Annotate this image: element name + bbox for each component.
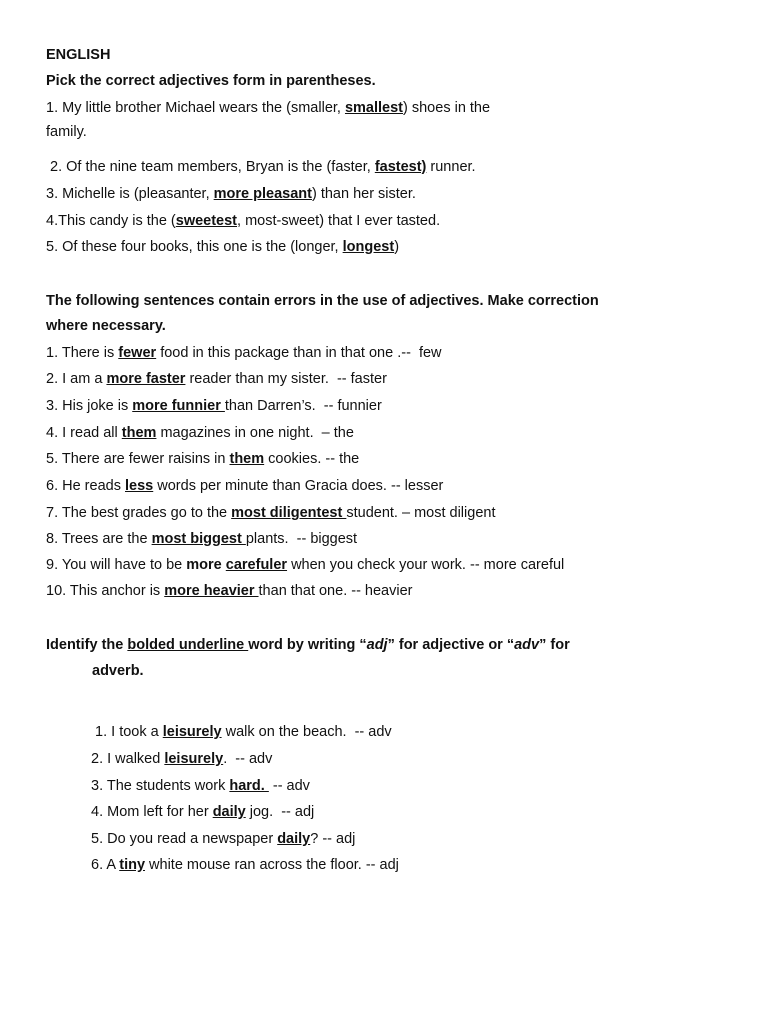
instruction-text: Identify the <box>46 637 128 653</box>
section2-item <box>46 556 564 574</box>
instruction-underlined: bolded underline <box>127 637 249 653</box>
instruction-text: ” for <box>539 637 570 653</box>
item-text: 1. I took a <box>91 724 163 740</box>
error-word: more funnier <box>132 398 225 414</box>
section1-item-continuation: family. <box>46 124 87 140</box>
section2-item <box>46 504 495 522</box>
item-text: 5. There are fewer raisins in <box>46 451 230 467</box>
section3-item <box>91 830 355 848</box>
section3-item <box>91 856 399 874</box>
section1-item <box>46 185 416 203</box>
item-text: 6. He reads <box>46 478 125 494</box>
answer: sweetest <box>175 213 238 229</box>
item-text: runner. <box>426 159 476 175</box>
target-word: daily <box>277 831 311 847</box>
target-word: leisurely <box>162 724 222 740</box>
section1-instruction: Pick the correct adjectives form in parentheses. <box>46 73 376 89</box>
item-text: 2. Of the nine team members, Bryan is the (faster, <box>46 159 375 175</box>
answer: longest <box>342 239 395 255</box>
item-text: cookies. -- the <box>264 451 360 467</box>
section3-item <box>91 750 272 768</box>
item-text: when you check your work. -- more careful <box>287 557 565 573</box>
error-word: more heavier <box>164 583 259 599</box>
section3-item <box>91 723 392 741</box>
item-text: 3. Michelle is (pleasanter, <box>46 186 214 202</box>
answer: more pleasant <box>213 186 312 202</box>
section1-item <box>46 99 490 117</box>
bold-word: more <box>186 557 226 573</box>
error-word: them <box>229 451 265 467</box>
error-word: carefuler <box>225 557 288 573</box>
section3-item <box>91 803 314 821</box>
section2-instruction: The following sentences contain errors in the use of adjectives. Make correction <box>46 293 599 309</box>
error-word: most biggest <box>151 531 246 547</box>
section2-item <box>46 530 357 548</box>
item-text: food in this package than in that one .-- few <box>156 345 442 361</box>
item-text: magazines in one night. – the <box>156 425 354 441</box>
item-text: ) than her sister. <box>311 186 416 202</box>
instruction-text: ” for adjective or “ <box>387 637 515 653</box>
section2-item <box>46 582 413 600</box>
item-text: 8. Trees are the <box>46 531 152 547</box>
section3-instruction <box>46 636 570 654</box>
error-word: more faster <box>106 371 186 387</box>
item-text: 1. My little brother Michael wears the (smaller, <box>46 100 345 116</box>
error-word: less <box>125 478 154 494</box>
section2-item <box>46 370 387 388</box>
section1-item <box>46 212 440 230</box>
section2-item <box>46 477 443 495</box>
item-text: than that one. -- heavier <box>258 583 413 599</box>
section2-item <box>46 344 442 362</box>
item-text: 7. The best grades go to the <box>46 505 232 521</box>
item-text: walk on the beach. -- adv <box>221 724 392 740</box>
item-text: , most-sweet) that I ever tasted. <box>237 213 441 229</box>
answer: fastest) <box>374 159 427 175</box>
item-text: plants. -- biggest <box>245 531 358 547</box>
section1-item <box>46 238 399 256</box>
item-text: 2. I am a <box>46 371 107 387</box>
instruction-text: word by writing “ <box>248 637 367 653</box>
error-word: fewer <box>118 345 157 361</box>
item-text: 3. The students work <box>91 778 230 794</box>
item-text: than Darren’s. -- funnier <box>224 398 382 414</box>
item-text: . -- adv <box>223 751 273 767</box>
item-text: student. – most diligent <box>346 505 496 521</box>
target-word: tiny <box>119 857 146 873</box>
item-text: 10. This anchor is <box>46 583 165 599</box>
item-text: -- adv <box>268 778 310 794</box>
target-word: leisurely <box>164 751 224 767</box>
item-text: 4.This candy is the ( <box>46 213 176 229</box>
item-text: jog. -- adj <box>245 804 315 820</box>
item-text: reader than my sister. -- faster <box>185 371 387 387</box>
page-title: ENGLISH <box>46 47 111 63</box>
item-text: 2. I walked <box>91 751 165 767</box>
section2-item <box>46 424 354 442</box>
item-text: ) shoes in the <box>403 100 491 116</box>
adj-term: adj <box>366 637 388 653</box>
target-word: hard. <box>229 778 269 794</box>
item-text: ) <box>394 239 400 255</box>
item-text: 3. His joke is <box>46 398 133 414</box>
section2-item <box>46 397 382 415</box>
section2-item <box>46 450 359 468</box>
item-text: words per minute than Gracia does. -- lesser <box>153 478 444 494</box>
section3-item <box>91 777 310 795</box>
section2-instruction-cont: where necessary. <box>46 318 166 334</box>
adv-term: adv <box>514 637 540 653</box>
section1-item <box>46 158 476 176</box>
item-text: 4. I read all <box>46 425 122 441</box>
item-text: 6. A <box>91 857 120 873</box>
error-word: most diligentest <box>231 505 347 521</box>
item-text: 4. Mom left for her <box>91 804 213 820</box>
item-text: ? -- adj <box>310 831 356 847</box>
target-word: daily <box>212 804 246 820</box>
item-text: 5. Do you read a newspaper <box>91 831 278 847</box>
item-text: 1. There is <box>46 345 119 361</box>
error-word: them <box>121 425 157 441</box>
answer: smallest <box>344 100 404 116</box>
item-text: 5. Of these four books, this one is the (longer, <box>46 239 343 255</box>
item-text: white mouse ran across the floor. -- adj <box>145 857 399 873</box>
section3-instruction-cont: adverb. <box>92 663 144 679</box>
item-text: 9. You will have to be <box>46 557 187 573</box>
